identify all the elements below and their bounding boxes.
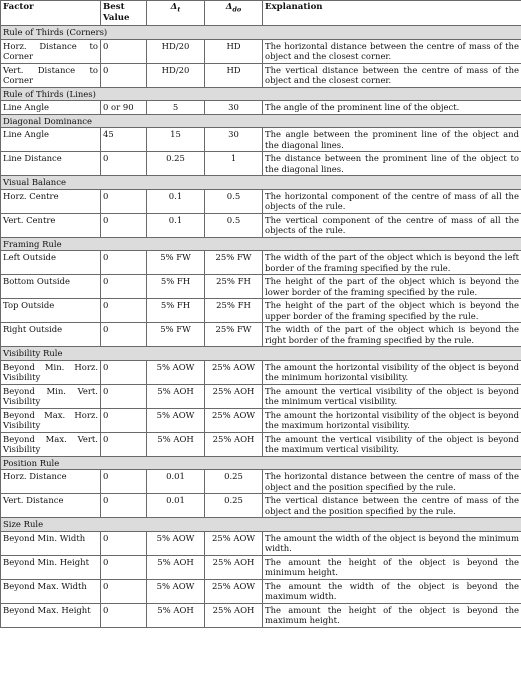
delta-t-subscript: t: [177, 5, 181, 14]
best-value-cell: 0: [101, 152, 147, 176]
delta-do-cell: 25% FW: [205, 323, 263, 347]
explanation-cell: The amount the vertical visibility of the object is beyond the maximum vertical visibility.: [263, 432, 521, 456]
factor-cell: Beyond Max. Height: [1, 603, 101, 627]
delta-do-cell: 25% AOW: [205, 531, 263, 555]
best-value-cell: 0: [101, 432, 147, 456]
factor-cell: Horz. Distance: [1, 470, 101, 494]
explanation-cell: The vertical distance between the centre of mass of the object and the position specified by the rule.: [263, 494, 521, 518]
table-row: [1, 275, 521, 299]
header-delta-do: [205, 1, 263, 26]
group-title: Position Rule: [1, 456, 521, 470]
delta-do-cell: 25% FH: [205, 299, 263, 323]
best-value-cell: 0: [101, 299, 147, 323]
explanation-cell: The angle of the prominent line of the object.: [263, 101, 521, 115]
table-row: [1, 63, 521, 87]
group-row: [1, 237, 521, 251]
explanation-cell: The angle between the prominent line of the object and the diagonal lines.: [263, 128, 521, 152]
group-title: Rule of Thirds (Lines): [1, 87, 521, 101]
table-row: [1, 251, 521, 275]
delta-do-cell: HD: [205, 63, 263, 87]
best-value-cell: 0: [101, 213, 147, 237]
group-title: Size Rule: [1, 518, 521, 532]
explanation-cell: The amount the width of the object is beyond the maximum width.: [263, 579, 521, 603]
explanation-cell: The amount the width of the object is beyond the minimum width.: [263, 531, 521, 555]
group-row: [1, 518, 521, 532]
explanation-cell: The vertical component of the centre of mass of all the objects of the rule.: [263, 213, 521, 237]
factor-cell: Horz. Distance to Corner: [1, 39, 101, 63]
group-row: [1, 87, 521, 101]
table-row: [1, 189, 521, 213]
best-value-cell: 0: [101, 555, 147, 579]
delta-t-cell: 5% AOH: [147, 384, 205, 408]
explanation-cell: The amount the vertical visibility of the object is beyond the minimum vertical visibility.: [263, 384, 521, 408]
delta-do-cell: 30: [205, 101, 263, 115]
explanation-cell: The width of the part of the object which is beyond the left border of the framing specified by the rule.: [263, 251, 521, 275]
factor-cell: Beyond Min. Horz. Visibility: [1, 360, 101, 384]
group-row: [1, 176, 521, 190]
group-title: Visual Balance: [1, 176, 521, 190]
table-row: [1, 579, 521, 603]
delta-do-cell: 25% AOW: [205, 360, 263, 384]
explanation-cell: The horizontal component of the centre of mass of all the objects of the rule.: [263, 189, 521, 213]
factor-cell: Horz. Centre: [1, 189, 101, 213]
best-value-cell: 0: [101, 39, 147, 63]
delta-t-cell: HD/20: [147, 39, 205, 63]
explanation-cell: The amount the height of the object is beyond the minimum height.: [263, 555, 521, 579]
best-value-cell: 0: [101, 323, 147, 347]
delta-t-cell: 5% AOW: [147, 408, 205, 432]
best-value-cell: 45: [101, 128, 147, 152]
factor-cell: Vert. Distance: [1, 494, 101, 518]
delta-t-cell: 5% AOW: [147, 360, 205, 384]
group-title: Diagonal Dominance: [1, 114, 521, 128]
header-factor: Factor: [1, 1, 101, 26]
table-row: [1, 213, 521, 237]
delta-t-cell: 5% AOW: [147, 579, 205, 603]
explanation-cell: The amount the horizontal visibility of the object is beyond the maximum horizontal visibility.: [263, 408, 521, 432]
table-header: [1, 1, 521, 26]
table-row: [1, 101, 521, 115]
delta-t-cell: 5% AOH: [147, 555, 205, 579]
table-row: [1, 603, 521, 627]
factor-cell: Right Outside: [1, 323, 101, 347]
delta-do-cell: 25% FH: [205, 275, 263, 299]
best-value-cell: 0: [101, 531, 147, 555]
delta-t-cell: 5% AOH: [147, 432, 205, 456]
delta-t-cell: 0.1: [147, 213, 205, 237]
explanation-cell: The horizontal distance between the centre of mass of the object and the closest corner.: [263, 39, 521, 63]
group-row: [1, 26, 521, 40]
delta-do-cell: 25% AOH: [205, 603, 263, 627]
factor-cell: Beyond Min. Width: [1, 531, 101, 555]
factor-cell: Beyond Min. Height: [1, 555, 101, 579]
explanation-cell: The distance between the prominent line of the object to the diagonal lines.: [263, 152, 521, 176]
best-value-cell: 0: [101, 251, 147, 275]
explanation-cell: The horizontal distance between the centre of mass of the object and the position specified by the rule.: [263, 470, 521, 494]
table-body: [1, 26, 521, 628]
explanation-cell: The height of the part of the object which is beyond the lower border of the framing specified by the rule.: [263, 275, 521, 299]
header-delta-t: [147, 1, 205, 26]
delta-t-cell: 5% FW: [147, 251, 205, 275]
delta-t-cell: HD/20: [147, 63, 205, 87]
delta-do-cell: 0.25: [205, 470, 263, 494]
delta-t-symbol: Δ: [170, 2, 178, 12]
best-value-cell: 0: [101, 275, 147, 299]
best-value-cell: 0: [101, 189, 147, 213]
group-row: [1, 347, 521, 361]
factor-cell: Line Distance: [1, 152, 101, 176]
table-row: [1, 555, 521, 579]
delta-do-cell: HD: [205, 39, 263, 63]
delta-t-cell: 5% AOH: [147, 603, 205, 627]
best-value-cell: 0: [101, 384, 147, 408]
delta-t-cell: 5% AOW: [147, 531, 205, 555]
delta-do-cell: 25% AOH: [205, 432, 263, 456]
best-value-cell: 0: [101, 494, 147, 518]
best-value-cell: 0: [101, 579, 147, 603]
table-row: [1, 384, 521, 408]
delta-t-cell: 15: [147, 128, 205, 152]
explanation-cell: The amount the horizontal visibility of the object is beyond the minimum horizontal visibility.: [263, 360, 521, 384]
group-row: [1, 456, 521, 470]
best-value-cell: 0: [101, 603, 147, 627]
table-row: [1, 408, 521, 432]
factor-cell: Beyond Min. Vert. Visibility: [1, 384, 101, 408]
table-row: [1, 360, 521, 384]
delta-t-cell: 0.01: [147, 494, 205, 518]
delta-do-subscript: do: [232, 5, 242, 14]
delta-do-cell: 0.5: [205, 213, 263, 237]
group-title: Framing Rule: [1, 237, 521, 251]
explanation-cell: The width of the part of the object which is beyond the right border of the framing specified by the rule.: [263, 323, 521, 347]
factor-cell: Vert. Distance to Corner: [1, 63, 101, 87]
delta-do-cell: 25% FW: [205, 251, 263, 275]
group-row: [1, 114, 521, 128]
factor-cell: Beyond Max. Vert. Visibility: [1, 432, 101, 456]
table-row: [1, 152, 521, 176]
factor-cell: Line Angle: [1, 128, 101, 152]
table-row: [1, 531, 521, 555]
best-value-cell: 0: [101, 470, 147, 494]
delta-do-cell: 0.5: [205, 189, 263, 213]
table-row: [1, 299, 521, 323]
delta-t-cell: 0.01: [147, 470, 205, 494]
group-title: Visibility Rule: [1, 347, 521, 361]
delta-t-cell: 5: [147, 101, 205, 115]
delta-do-cell: 25% AOW: [205, 579, 263, 603]
factor-cell: Beyond Max. Width: [1, 579, 101, 603]
header-best-value: Best Value: [101, 1, 147, 26]
best-value-cell: 0: [101, 408, 147, 432]
table-row: [1, 39, 521, 63]
factor-cell: Bottom Outside: [1, 275, 101, 299]
delta-t-cell: 5% FW: [147, 323, 205, 347]
table-row: [1, 128, 521, 152]
group-title: Rule of Thirds (Corners): [1, 26, 521, 40]
delta-t-cell: 5% FH: [147, 299, 205, 323]
table-row: [1, 494, 521, 518]
factor-cell: Beyond Max. Horz. Visibility: [1, 408, 101, 432]
best-value-cell: 0: [101, 63, 147, 87]
header-explanation: Explanation: [263, 1, 521, 26]
factor-cell: Line Angle: [1, 101, 101, 115]
delta-do-cell: 1: [205, 152, 263, 176]
delta-do-cell: 25% AOW: [205, 408, 263, 432]
explanation-cell: The vertical distance between the centre of mass of the object and the closest corner.: [263, 63, 521, 87]
delta-do-cell: 25% AOH: [205, 555, 263, 579]
delta-t-cell: 0.25: [147, 152, 205, 176]
delta-do-cell: 25% AOH: [205, 384, 263, 408]
factor-cell: Left Outside: [1, 251, 101, 275]
best-value-cell: 0 or 90: [101, 101, 147, 115]
table-row: [1, 470, 521, 494]
factor-cell: Vert. Centre: [1, 213, 101, 237]
header-row: [1, 1, 521, 26]
explanation-cell: The height of the part of the object which is beyond the upper border of the framing specified by the rule.: [263, 299, 521, 323]
delta-t-cell: 0.1: [147, 189, 205, 213]
best-value-cell: 0: [101, 360, 147, 384]
delta-do-cell: 0.25: [205, 494, 263, 518]
delta-t-cell: 5% FH: [147, 275, 205, 299]
factor-cell: Top Outside: [1, 299, 101, 323]
table-row: [1, 432, 521, 456]
explanation-cell: The amount the height of the object is beyond the maximum height.: [263, 603, 521, 627]
delta-do-symbol: Δ: [225, 2, 233, 12]
delta-do-cell: 30: [205, 128, 263, 152]
table-row: [1, 323, 521, 347]
